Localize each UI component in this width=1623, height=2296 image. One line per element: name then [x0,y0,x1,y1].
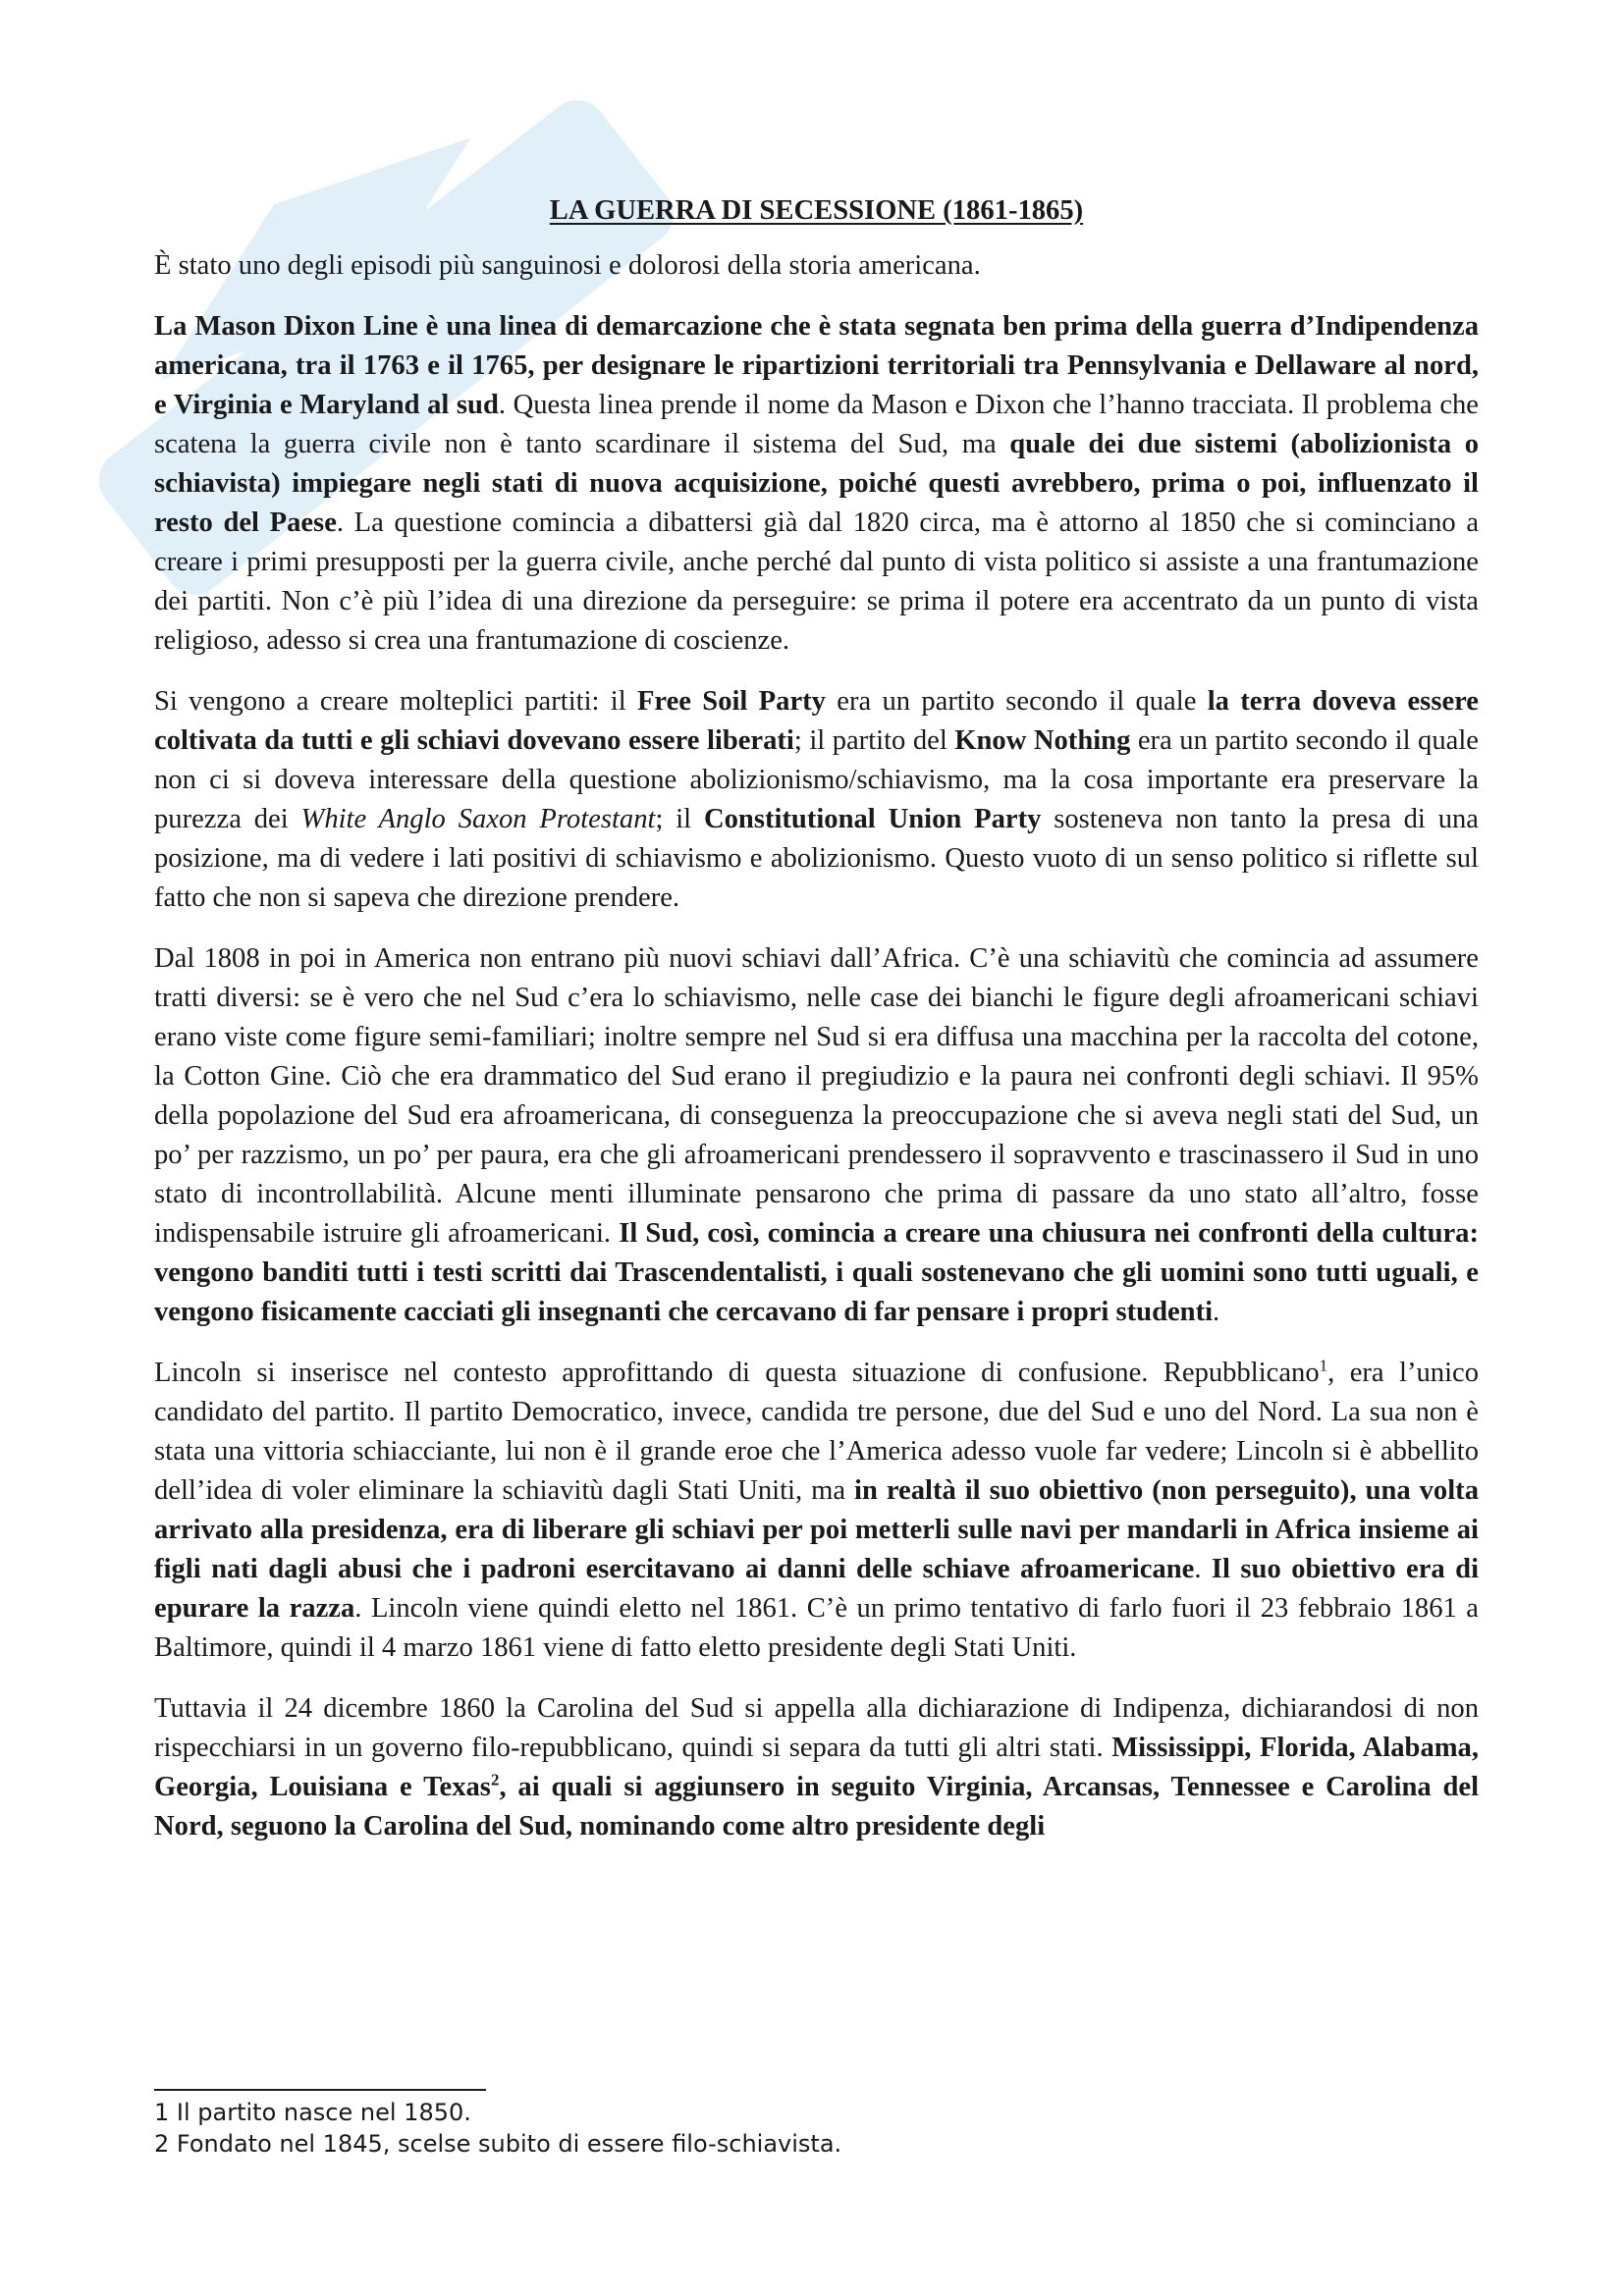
paragraph-6 [154,1689,1479,1846]
text-run: era un partito secondo il quale [825,686,1208,717]
bold-text: in realtà il suo obiettivo (non perseguito), una volta arrivato alla presidenza, era di liberare gli schiavi per poi metterli sulle navi per mandarli in Africa insieme ai figli nati dagli abusi che i padroni esercitavano ai danni delle schiave afroamericane [154,1475,1479,1584]
text-run: . Lincoln viene quindi eletto nel 1861. C’è un primo tentativo di farlo fuori il 23 febbraio 1861 a Baltimore, quindi il 4 marzo 1861 viene di fatto eletto presidente degli Stati Uniti. [154,1593,1479,1663]
text-run: . [1194,1554,1212,1584]
paragraph-2 [154,307,1479,661]
bold-text: la terra doveva essere coltivata da tutti e gli schiavi dovevano essere liberati [154,686,1479,756]
text-run: ; il [655,804,704,834]
bold-text: Il suo obiettivo era di epurare la razza [154,1554,1480,1624]
bold-text: , ai quali si aggiunsero in seguito Virginia, Arcansas, Tennessee e Carolina del Nord, seguono la Carolina del Sud, nominando come altro presidente degli [154,1772,1480,1842]
text-run: Tuttavia il 24 dicembre 1860 la Carolina del Sud si appella alla dichiarazione di Indipenza, dichiarandosi di non rispecchiarsi in un governo filo-repubblicano, quindi si separa da tutti gli altri stati. [154,1693,1479,1763]
paragraph-5 [154,1354,1479,1668]
paragraphs-container [154,246,1479,1846]
bold-text: Mississippi, Florida, Alabama, Georgia, Louisiana e Texas [154,1733,1479,1802]
text-run: . La questione comincia a dibattersi già dal 1820 circa, ma è attorno al 1850 che si cominciano a creare i primi presupposti per la guerra civile, anche perché dal punto di vista politico si assiste a una frantumazione dei partiti. Non c’è più l’idea di una direzione da perseguire: se prima il potere era accentrato da un punto di vista religioso, adesso si crea una frantumazione di coscienze. [154,507,1480,656]
bold-text: Free Soil Party [636,686,826,717]
bold-text: quale dei due sistemi (abolizionista o schiavista) impiegare negli stati di nuova acquisizione, poiché questi avrebbero, prima o poi, influenzato il resto del Paese [154,429,1479,538]
paragraph-3 [154,682,1479,918]
bold-text: Know Nothing [954,725,1131,756]
text-run: . [1213,1297,1220,1327]
document-title: LA GUERRA DI SECESSIONE (1861-1865) [549,195,1084,226]
document-body [154,191,1479,1868]
italic-text: White Anglo Saxon Protestant [300,804,656,834]
footnote-separator [154,2089,486,2091]
paragraph-4 [154,939,1479,1332]
bold-text: La Mason Dixon Line è una linea di demarcazione che è stata segnata ben prima della guerra d’Indipendenza americana, tra il 1763 e il 1765, per designare le ripartizioni territoriali tra Pennsylvania e Dellaware al nord, e Virginia e Maryland al sud [154,311,1479,420]
text-run: ; il partito del [793,725,955,756]
text-run: , era l’unico candidato del partito. Il partito Democratico, invece, candida tre persone, due del Sud e uno del Nord. La sua non è stata una vittoria schiacciante, lui non è il grande eroe che l’America adesso vuole far vedere; Lincoln si è abbellito dell’idea di voler eliminare la schiavitù dagli Stati Uniti, ma [154,1358,1479,1506]
bold-text: Il Sud, così, comincia a creare una chiusura nei confronti della cultura: vengono banditi tutti i testi scritti dai Trascendentalisti, i quali sostenevano che gli uomini sono tutti uguali, e vengono fisicamente cacciati gli insegnanti che cercavano di far pensare i propri studenti [154,1218,1479,1327]
text-run: sosteneva non tanto la presa di una posizione, ma di vedere i lati positivi di schiavismo e abolizionismo. Questo vuoto di un senso politico si riflette sul fatto che non si sapeva che direzione prendere. [154,804,1479,913]
footnote-ref: 2 [490,1770,500,1789]
text-run: Si vengono a creare molteplici partiti: il [154,686,637,717]
text-run: . Questa linea prende il nome da Mason e Dixon che l’hanno tracciata. Il problema che scatena la guerra civile non è tanto scardinare il sistema del Sud, ma [154,390,1479,459]
text-run: È stato uno degli episodi più sanguinosi e dolorosi della storia americana. [154,250,981,281]
bold-text: Constitutional Union Party [703,804,1042,834]
text-run: Dal 1808 in poi in America non entrano più nuovi schiavi dall’Africa. C’è una schiavitù che comincia ad assumere tratti diversi: se è vero che nel Sud c’era lo schiavismo, nelle case dei bianchi le figure degli afroamericani schiavi erano viste come figure semi-familiari; inoltre sempre nel Sud si era diffusa una macchina per la raccolta del cotone, la Cotton Gine. Ciò che era drammatico del Sud erano il pregiudizio e la paura nei confronti degli schiavi. Il 95% della popolazione del Sud era afroamericana, di conseguenza la preoccupazione che si aveva negli stati del Sud, un po’ per razzismo, un po’ per paura, era che gli afroamericani prendessero il sopravvento e trascinassero il Sud in uno stato di incontrollabilità. Alcune menti illuminate pensarono che prima di passare da uno stato all’altro, fosse indispensabile istruire gli afroamericani. [154,943,1479,1249]
paragraph-1 [154,246,1479,286]
text-run: Lincoln si inserisce nel contesto approfittando di questa situazione di confusione. Repubblicano [154,1358,1320,1388]
footnote-2: 2 Fondato nel 1845, scelse subito di essere filo-schiavista. [154,2130,842,2158]
footnote-1: 1 Il partito nasce nel 1850. [154,2099,471,2126]
footnote-ref: 1 [1319,1356,1328,1375]
text-run: era un partito secondo il quale non ci si doveva interessare della questione abolizionismo/schiavismo, ma la cosa importante era preservare la purezza dei [154,725,1479,834]
footnotes [154,2097,1479,2160]
